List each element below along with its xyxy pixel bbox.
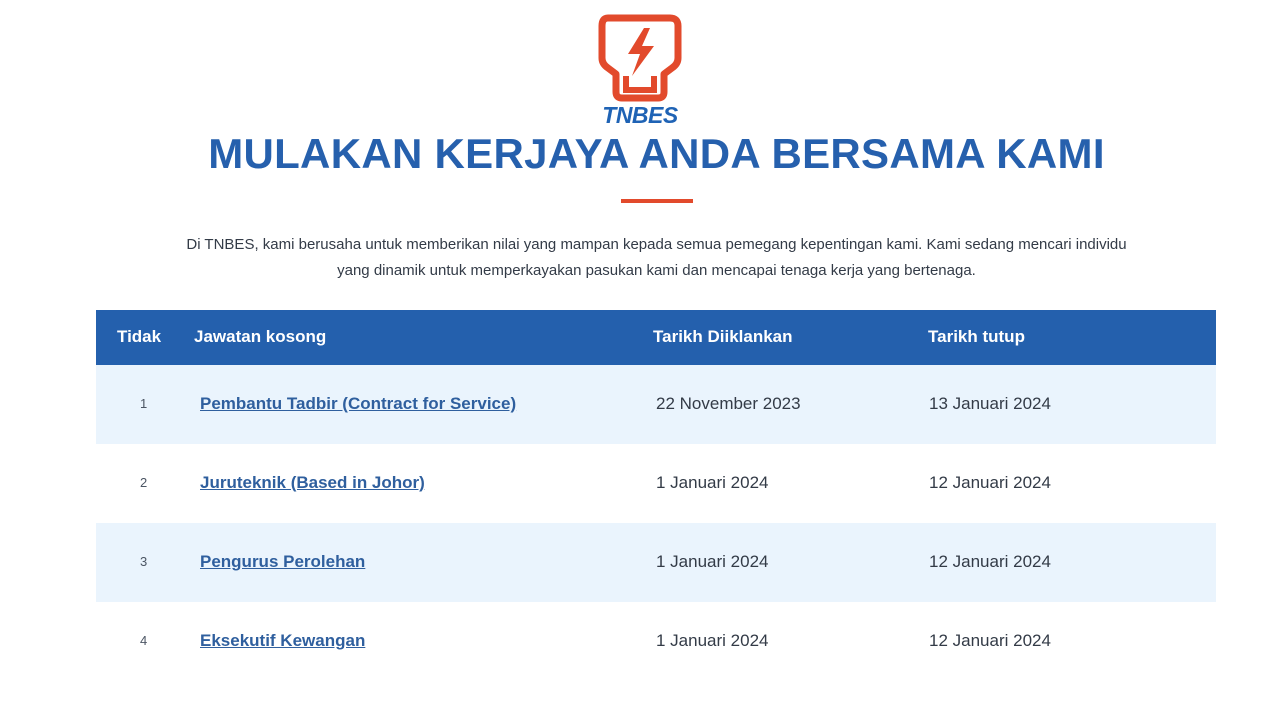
row-number: 1 xyxy=(140,396,148,411)
header-no: Tidak xyxy=(117,327,162,346)
lightning-bolt-bulb-icon xyxy=(598,14,682,102)
closing-date: 12 Januari 2024 xyxy=(929,473,1051,492)
table-row xyxy=(96,523,1216,602)
job-title-link[interactable]: Eksekutif Kewangan xyxy=(200,631,366,650)
table-row xyxy=(96,444,1216,523)
row-number: 3 xyxy=(140,554,148,569)
posted-date: 1 Januari 2024 xyxy=(656,552,769,571)
table-header xyxy=(96,310,1216,365)
vacancies-table xyxy=(96,310,1216,681)
closing-date: 12 Januari 2024 xyxy=(929,631,1051,650)
closing-date: 12 Januari 2024 xyxy=(929,552,1051,571)
job-title-link[interactable]: Pembantu Tadbir (Contract for Service) xyxy=(200,394,517,413)
job-title-link[interactable]: Pengurus Perolehan xyxy=(200,552,366,571)
row-number: 4 xyxy=(140,633,148,648)
title-divider xyxy=(621,199,693,203)
row-number: 2 xyxy=(140,475,148,490)
header-closing-date: Tarikh tutup xyxy=(928,327,1025,346)
posted-date: 1 Januari 2024 xyxy=(656,473,769,492)
job-title-link[interactable]: Juruteknik (Based in Johor) xyxy=(200,473,425,492)
page-title: MULAKAN KERJAYA ANDA BERSAMA KAMI xyxy=(208,130,1105,177)
table-row xyxy=(96,365,1216,444)
header-title: Jawatan kosong xyxy=(194,327,327,346)
header-posted-date: Tarikh Diiklankan xyxy=(653,327,793,346)
table-row xyxy=(96,602,1216,681)
logo-wordmark: TNBES xyxy=(602,102,678,128)
tnbes-logo xyxy=(598,14,682,128)
posted-date: 1 Januari 2024 xyxy=(656,631,769,650)
closing-date: 13 Januari 2024 xyxy=(929,394,1051,413)
posted-date: 22 November 2023 xyxy=(656,394,801,413)
intro-text: Di TNBES, kami berusaha untuk memberikan nilai yang mampan kepada semua pemegang kepentingan kami. Kami sedang mencari individu yang dinamik untuk memperkayakan pasukan kami dan mencapai tenaga kerja yang bertenaga. xyxy=(186,236,1127,279)
